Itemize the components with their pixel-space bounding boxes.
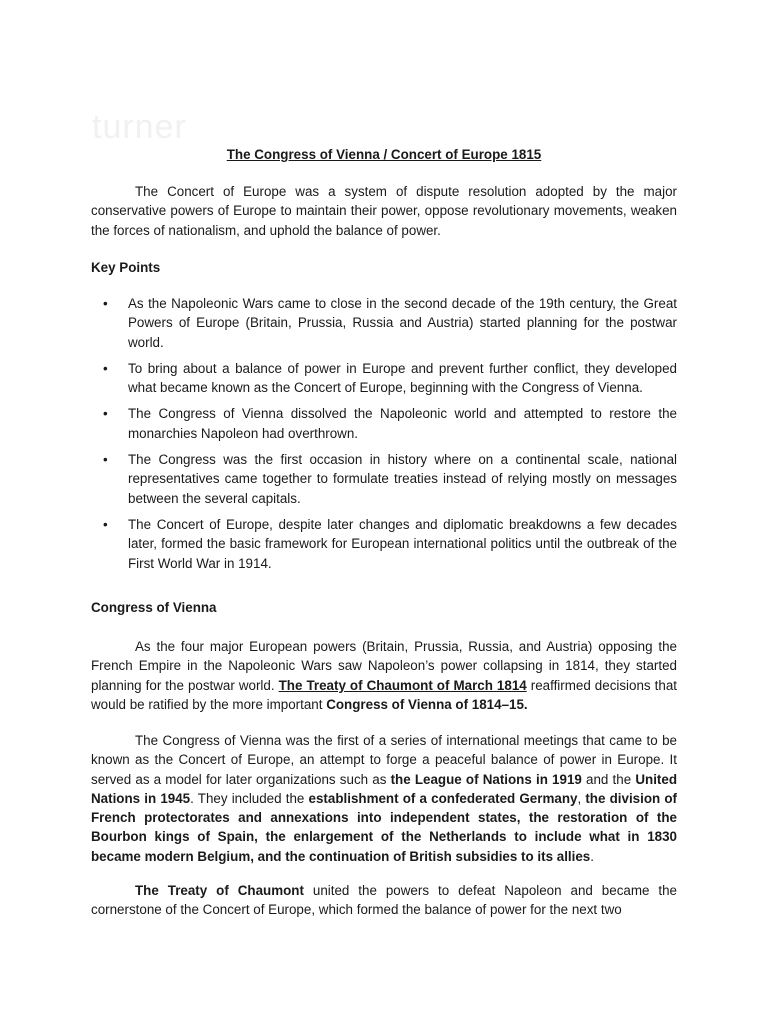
list-item-text: The Congress was the first occasion in history where on a continental scale, national representatives came together to formulate treaties instead of relying mostly on messages between the several capitals. <box>128 452 677 506</box>
text-run: united the powers to defeat Napoleon and became the cornerstone of the Concert of Europe, which formed the balance of power for the next two <box>91 883 677 918</box>
paragraph-2 <box>91 731 677 866</box>
bold-text: The Treaty of Chaumont <box>135 883 304 898</box>
list-item <box>0 294 677 352</box>
bold-text: Congress of Vienna of 1814–15. <box>326 696 528 712</box>
bold-text: establishment of a confederated Germany <box>308 790 578 806</box>
text-run: The Congress of Vienna was the first of a series of international meetings that came to be known as the Concert of Europe, an attempt to forge a peaceful balance of power in Europe. It served as a model for later organizations such as <box>91 733 677 787</box>
bullet-icon: • <box>103 296 108 311</box>
text-run: As the four major European powers (Britain, Prussia, Russia, and Austria) opposing the French Empire in the Napoleonic Wars saw Napoleon’s power collapsing in 1814, they started planning for the postwar world. <box>91 639 677 693</box>
text-run: and the <box>581 771 636 787</box>
list-item-text: The Congress of Vienna dissolved the Napoleonic world and attempted to restore the monarchies Napoleon had overthrown. <box>128 406 677 441</box>
list-item <box>0 515 677 573</box>
intro-paragraph: The Concert of Europe was a system of dispute resolution adopted by the major conservative powers of Europe to maintain their power, oppose revolutionary movements, weaken the forces of nationalism, and uphold the balance of power. <box>91 184 677 238</box>
congress-of-vienna-heading: Congress of Vienna <box>91 600 217 615</box>
bold-text: the League of Nations in 1919 <box>390 771 582 787</box>
text-run: . They included the <box>190 790 309 806</box>
list-item-text: To bring about a balance of power in Europe and prevent further conflict, they developed what became known as the Concert of Europe, beginning with the Congress of Vienna. <box>128 360 677 396</box>
page-title: The Congress of Vienna / Concert of Europe 1815 <box>226 147 542 162</box>
bold-text: United Nations in 1945 <box>91 771 677 806</box>
paragraph-3 <box>91 881 677 920</box>
bullet-icon: • <box>103 360 108 376</box>
text-run: . <box>590 848 594 864</box>
treaty-chaumont-link[interactable]: The Treaty of Chaumont of March 1814 <box>278 677 527 693</box>
text-run: reaffirmed decisions that would be ratified by the more important <box>91 677 677 712</box>
paragraph-1 <box>91 637 677 714</box>
key-points-heading: Key Points <box>91 260 161 275</box>
list-item <box>0 450 677 508</box>
text-run: , <box>577 790 586 806</box>
list-item-text: As the Napoleonic Wars came to close in the second decade of the 19th century, the Great Powers of Europe (Britain, Prussia, Russia and Austria) started planning for the postwar world. <box>128 296 677 350</box>
list-item <box>0 359 677 398</box>
list-item <box>0 404 677 443</box>
watermark-logo: turner <box>92 108 187 146</box>
bullet-icon: • <box>103 516 108 532</box>
bold-text: the division of French protectorates and annexations into independent states, the restoration of the Bourbon kings of Spain, the enlargement of the Netherlands to include what in 1830 became modern Belgium, and the continuation of British subsidies to its allies <box>91 790 677 864</box>
bullet-icon: • <box>103 406 108 422</box>
bullet-icon: • <box>103 452 108 468</box>
list-item-text: The Concert of Europe, despite later changes and diplomatic breakdowns a few decades later, formed the basic framework for European international politics until the outbreak of the First World War in 1914. <box>128 516 677 571</box>
key-points-list <box>0 294 768 580</box>
